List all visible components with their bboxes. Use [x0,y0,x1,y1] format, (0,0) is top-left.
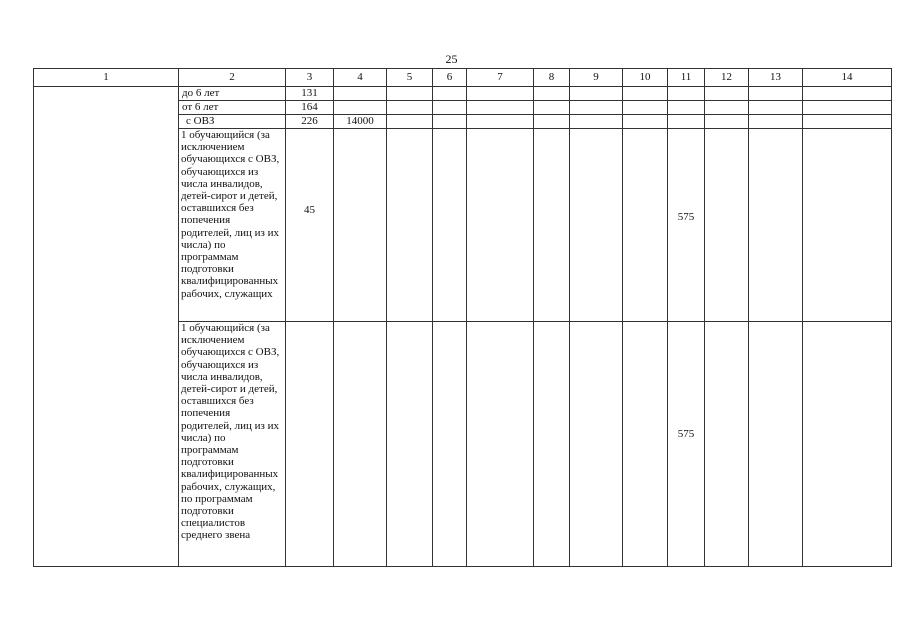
column-header: 11 [668,69,705,87]
row-description: 1 обучающийся (за исключением обучающихся с ОВЗ, обучающихся из числа инвалидов, детей-сирот и детей, оставшихся без попечения родителей, лиц из их числа) по программам подготовки квалифицированных рабочих, служащих [179,129,286,322]
column-header: 1 [34,69,179,87]
column-header: 10 [623,69,668,87]
column-header: 14 [803,69,892,87]
row-description: 1 обучающийся (за исключением обучающихся с ОВЗ, обучающихся из числа инвалидов, детей-сирот и детей, оставшихся без попечения родителей, лиц из их числа) по программам подготовки квалифицированных рабочих, служащих, по программам подготовки специалистов среднего звена [179,322,286,567]
column-header: 5 [387,69,433,87]
column-header: 4 [334,69,387,87]
cell-col4: 14000 [334,115,387,129]
cell-col3: 164 [286,101,334,115]
column-header: 13 [749,69,803,87]
column-header: 6 [433,69,467,87]
column-header: 9 [570,69,623,87]
cell-col3: 45 [304,204,315,216]
row-label: от 6 лет [179,101,286,115]
cell-col3: 226 [286,115,334,129]
row-label: с ОВЗ [179,115,286,129]
column-header-row [34,69,892,87]
row-label: до 6 лет [179,87,286,101]
column-header: 2 [179,69,286,87]
cell-col4 [334,87,387,101]
cell-col3: 131 [286,87,334,101]
column-header: 12 [705,69,749,87]
page-number: 25 [445,52,458,66]
cell-col11: 575 [677,211,695,223]
cell-col4 [334,101,387,115]
cell-col11: 575 [677,428,695,440]
data-table [33,68,892,567]
column-header: 7 [467,69,534,87]
merged-cell-col1 [34,87,179,567]
table-row [34,87,892,101]
column-header: 3 [286,69,334,87]
column-header: 8 [534,69,570,87]
